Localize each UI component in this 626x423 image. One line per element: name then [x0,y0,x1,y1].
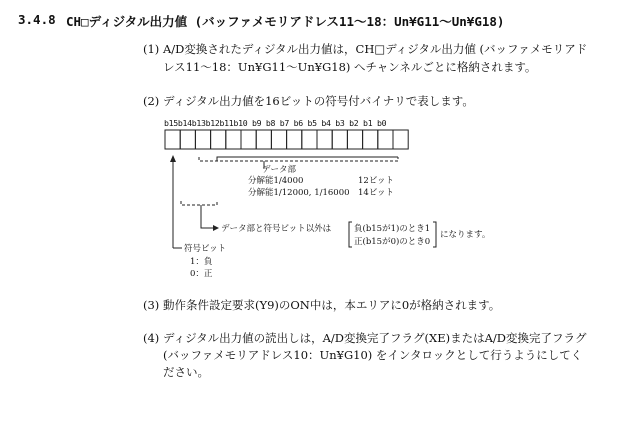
bit-cell-b6 [302,130,317,149]
other-arrow [213,225,219,231]
res1-bits: 12ビット [358,176,394,186]
item-3-line-1: 動作条件設定要求(Y9)のON中は，本エリアに0が格納されます。 [163,298,501,312]
other-bits-text: データ部と符号ビット以外は [221,224,332,234]
sign-bit-label: 符号ビット [184,244,227,254]
bit-cell-b9 [256,130,271,149]
bit-cell-b2 [363,130,378,149]
item-4-line-1: ディジタル出力値の読出しは，A/D変換完了フラグ(XE)またはA/D変換完了フラグ [163,331,587,345]
neg-condition: 負(b15が1)のとき1 [354,224,431,234]
bit-cell-b7 [287,130,302,149]
item-4-line-3: ださい。 [163,365,209,379]
data-bracket [199,157,398,161]
bit-cell-b1 [378,130,393,149]
res2-bits: 14ビット [358,188,394,198]
item-1-line-2: レス11～18：Un¥G11～Un¥G18) へチャンネルごとに格納されます。 [163,60,537,74]
res2-label: 分解能1/12000, 1/16000 [248,188,350,198]
item-2-line-1: ディジタル出力値を16ビットの符号付バイナリで表します。 [163,94,474,108]
item-3-number: (3) [143,298,160,312]
bit-cell-b0 [393,130,408,149]
section-title: CH□ディジタル出力値 (バッファメモリアドレス11～18：Un¥G11～Un¥G18) [66,14,505,29]
bit-cell-b8 [271,130,286,149]
bit-cell-b13 [195,130,210,149]
bit-cell-b14 [180,130,195,149]
bit-cell-b11 [226,130,241,149]
sign-negative: 1：負 [190,257,213,267]
pos-condition: 正(b15が0)のとき0 [354,237,431,247]
section-number: 3.4.8 [18,12,56,27]
res1-label: 分解能1/4000 [248,176,304,186]
other-leader [201,205,214,228]
bit-cell-b4 [332,130,347,149]
bit-cells [165,130,408,149]
bit-cell-b10 [241,130,256,149]
data-part-label: データ部 [262,165,297,175]
item-4-line-2: (バッファメモリアドレス10：Un¥G10) をインタロックとして行うようにしてく [163,348,583,362]
item-1-number: (1) [143,42,160,56]
bit-cell-b15 [165,130,180,149]
item-4-number: (4) [143,331,160,345]
item-2-number: (2) [143,94,160,108]
bit-cell-b12 [211,130,226,149]
sign-positive: 0：正 [190,269,213,279]
bit-labels: b15b14b13b12b11b10 b9 b8 b7 b6 b5 b4 b3 b2 b1 b0 [164,118,387,128]
right-brace [433,222,436,247]
becomes-text: になります。 [440,230,491,240]
other-bracket [181,201,217,205]
data-bracket-solid [217,157,398,161]
sign-arrow [170,155,176,162]
left-brace [349,222,352,247]
bit-cell-b3 [347,130,362,149]
item-1-line-1: A/D変換されたディジタル出力値は，CH□ディジタル出力値 (バッファメモリアド [163,42,588,56]
bit-cell-b5 [317,130,332,149]
